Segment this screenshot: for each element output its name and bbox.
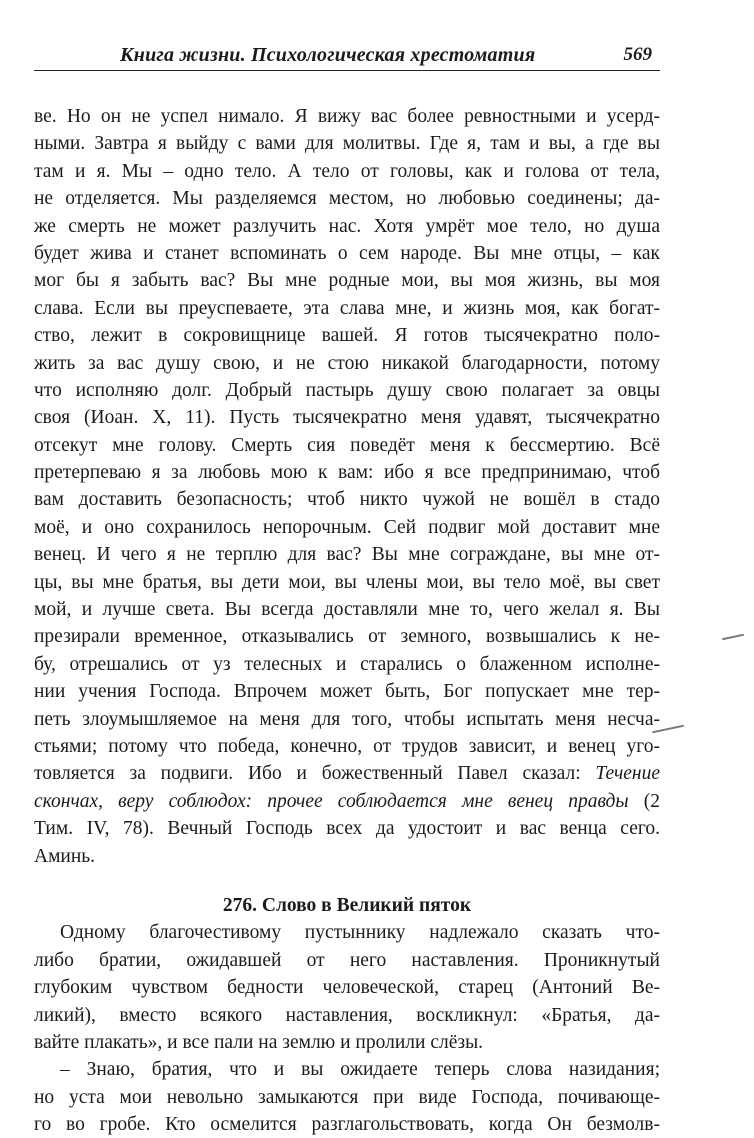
book-page [34,40,660,1136]
section-paragraph [34,1056,660,1138]
text-line: петь злоумышляемое на меня для того, чтобы испытать меня несча- [34,708,660,730]
section-paragraph [34,919,660,1056]
text-line: будет жива и станет вспоминать о сем народе. Вы мне отцы, – как [34,242,660,264]
text-segment: товляется за подвиги. Ибо и божественный Павел сказал: [34,763,596,785]
text-line: – Знаю, братия, что и вы ожидаете теперь слова назидания; [60,1059,660,1081]
text-line: бу, отрешались от уз телесных и старались о блаженном исполне- [34,653,660,675]
text-line: ство, лежит в сокровищнице вашей. Я готов тысячекратно поло- [34,325,660,347]
section-heading: 276. Слово в Великий пяток [222,894,472,916]
text-segment: (2 [628,790,660,812]
text-line: Тим. IV, 78). Вечный Господь всех да удостоит и вас венца сего. [34,818,660,840]
sermon-ending-paragraph [34,103,660,870]
page-body [34,103,660,1138]
pencil-mark [722,634,744,640]
text-line: претерпеваю я за любовь мою к вам: ибо я все предпринимаю, чтоб [34,462,660,484]
text-line [34,788,660,815]
text-line: ными. Завтра я выйду с вами для молитвы. Где я, там и вы, а где вы [34,133,660,155]
text-line: моё, и оно сохранилось непорочным. Сей подвиг мой доставит мне [34,516,660,538]
text-line: вам доставить безопасность; чтоб никто чужой не вошёл в стадо [34,489,660,511]
italic-quote-segment: Течение [595,763,660,785]
text-line: жить за вас душу свою, и не стою никакой благодарности, потому [34,352,660,374]
text-line: не отделяется. Мы разделяемся местом, но любовью соединены; да- [34,188,660,210]
text-line: венец. И чего я не терплю для вас? Вы мне сограждане, вы мне от- [34,544,660,566]
text-line: что исполняю долг. Добрый пастырь душу свою полагает за овцы [34,379,660,401]
text-line: стьями; потому что победа, конечно, от трудов зависит, и венец уго- [34,735,660,757]
text-line: своя (Иоан. X, 11). Пусть тысячекратно меня удавят, тысячекратно [34,407,660,429]
text-line: Аминь. [34,845,96,867]
text-line: го во гробе. Кто осмелится разглагольствовать, когда Он безмолв- [34,1114,660,1136]
text-line: отсекут мне голову. Смерть сия поведёт меня к бессмертию. Всё [34,434,660,456]
italic-quote-segment: скончах, веру соблюдох: прочее соблюдается мне венец правды [34,790,629,812]
text-line: Одному благочестивому пустыннику надлежало сказать что- [60,922,660,944]
text-line: ликий), вместо всякого наставления, воскликнул: «Братья, да- [34,1004,660,1026]
text-line: вайте плакать», и все пали на землю и пролили слёзы. [34,1031,484,1053]
text-line: мой, и лучше света. Вы всегда доставляли мне то, чего желал я. Вы [34,599,660,621]
text-line: мог бы я забыть вас? Вы мне родные мои, вы моя жизнь, вы моя [34,270,660,292]
running-title: Книга жизни. Психологическая хрестоматия [120,44,536,66]
text-line: глубоким чувством бедности человеческой, старец (Антоний Ве- [34,977,660,999]
text-line: презирали временное, отказывались от земного, возвышались к не- [34,626,660,648]
text-line: ве. Но он не успел нимало. Я вижу вас более ревностными и усерд- [34,106,660,127]
text-line [34,760,660,787]
text-line: но уста мои невольно замыкаются при виде Господа, почивающе- [34,1086,660,1108]
running-header [34,40,660,71]
text-line: слава. Если вы преуспеваете, эта слава мне, и жизнь моя, как богат- [34,297,660,319]
text-line: цы, вы мне братья, вы дети мои, вы члены мои, вы тело моё, вы свет [34,571,660,593]
text-line: там и я. Мы – одно тело. А тело от головы, как и голова от тела, [34,160,660,182]
page-number: 569 [623,44,652,65]
text-line: же смерть не может разлучить нас. Хотя умрёт мое тело, но душа [34,215,660,237]
text-line: либо братии, ожидавшей от него наставления. Проникнутый [34,949,660,971]
text-line: нии учения Господа. Впрочем может быть, Бог попускает мне тер- [34,681,660,703]
